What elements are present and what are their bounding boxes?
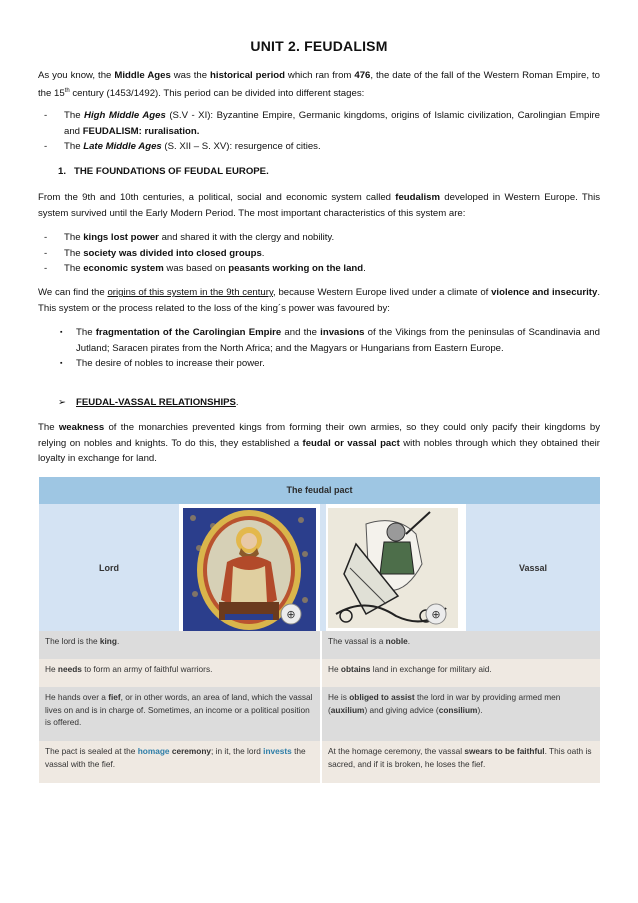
svg-text:⊕: ⊕ [431,608,441,621]
list-item: - The Late Middle Ages (S. XII – S. XV): resurgence of cities. [44,141,321,152]
section-heading: 1. THE FOUNDATIONS OF FEUDAL EUROPE. [58,166,269,177]
vassal-label: Vassal [518,562,548,573]
knight-image [326,504,466,631]
table-cell: The vassal is a noble. [322,631,600,659]
image-row [39,504,600,631]
table-row [39,687,600,741]
table-header: The feudal pact [39,477,600,504]
lord-label: Lord [99,562,119,573]
subsection-heading: ➢ FEUDAL-VASSAL RELATIONSHIPS. [58,397,239,408]
king-illustration [179,504,320,631]
factors-list [38,325,600,372]
list-item: ▪ The desire of nobles to increase their power. [60,358,265,369]
table-cell: He obtains land in exchange for military aid. [322,659,600,687]
stages-list [38,108,600,155]
list-item: - The kings lost power and shared it with the clergy and nobility. [44,232,335,243]
page-title: UNIT 2. FEUDALISM [250,38,388,54]
table-cell: At the homage ceremony, the vassal swears to be faithful. This oath is sacred, and if it is broken, he loses the fief. [322,741,600,783]
feudal-pact-table [39,477,600,803]
table-cell: The pact is sealed at the homage ceremony; in it, the lord invests the vassal with the fief. [39,741,320,783]
table-cell: The lord is the king. [39,631,320,659]
table-cell: He is obliged to assist the lord in war by providing armed men (auxilium) and giving advice (consilium). [322,687,600,741]
list-item: - The High Middle Ages (S.V - XI): Byzantine Empire, Germanic kingdoms, origins of Islamic civilization, Carolingian Empire and FEUDALISM: ruralisation. [44,110,600,137]
king-image [179,504,320,631]
pact-paragraph: The weakness of the monarchies prevented kings from forming their own armies, so they could only pacify their kingdoms by relying on nobles and knights. To do this, they established a feudal or vassal pact with nobles through which they obtained their loyalty in exchange for land. [38,422,600,464]
table-row [39,741,600,783]
list-item: - The society was divided into closed groups. [44,247,265,259]
table-row [39,631,600,659]
svg-text:⊕: ⊕ [286,608,296,621]
list-item: ▪ The fragmentation of the Carolingian Empire and the invasions of the Vikings from the peninsulas of Scandinavia and Jutland; Saracen pirates from the North Africa; and the Magyars or Hungarians from Eastern Europe. [60,327,600,354]
origins-paragraph: We can find the origins of this system in the 9th century, because Western Europe lived under a climate of violence and insecurity. This system or the process related to the loss of the king´s power was favoured by: [38,287,600,314]
table-cell: He hands over a fief, or in other words, an area of land, which the vassal lives on and is in charge of. Sometimes, an income or a political position is offered. [39,687,320,741]
list-item: - The economic system was based on peasants working on the land. [44,263,366,274]
table-row [39,659,600,687]
intro-paragraph: As you know, the Middle Ages was the historical period which ran from 476, the date of the fall of the Western Roman Empire, to the 15th century (1453/1492). This period can be divided into different stages: [38,70,600,99]
characteristics-list [38,230,600,277]
knight-illustration [326,504,466,631]
feudalism-paragraph: From the 9th and 10th centuries, a political, social and economic system called feudalism developed in Western Europe. This system survived until the Early Modern Period. The most important characteristics of this system are: [38,192,600,219]
table-cell: He needs to form an army of faithful warriors. [39,659,320,687]
